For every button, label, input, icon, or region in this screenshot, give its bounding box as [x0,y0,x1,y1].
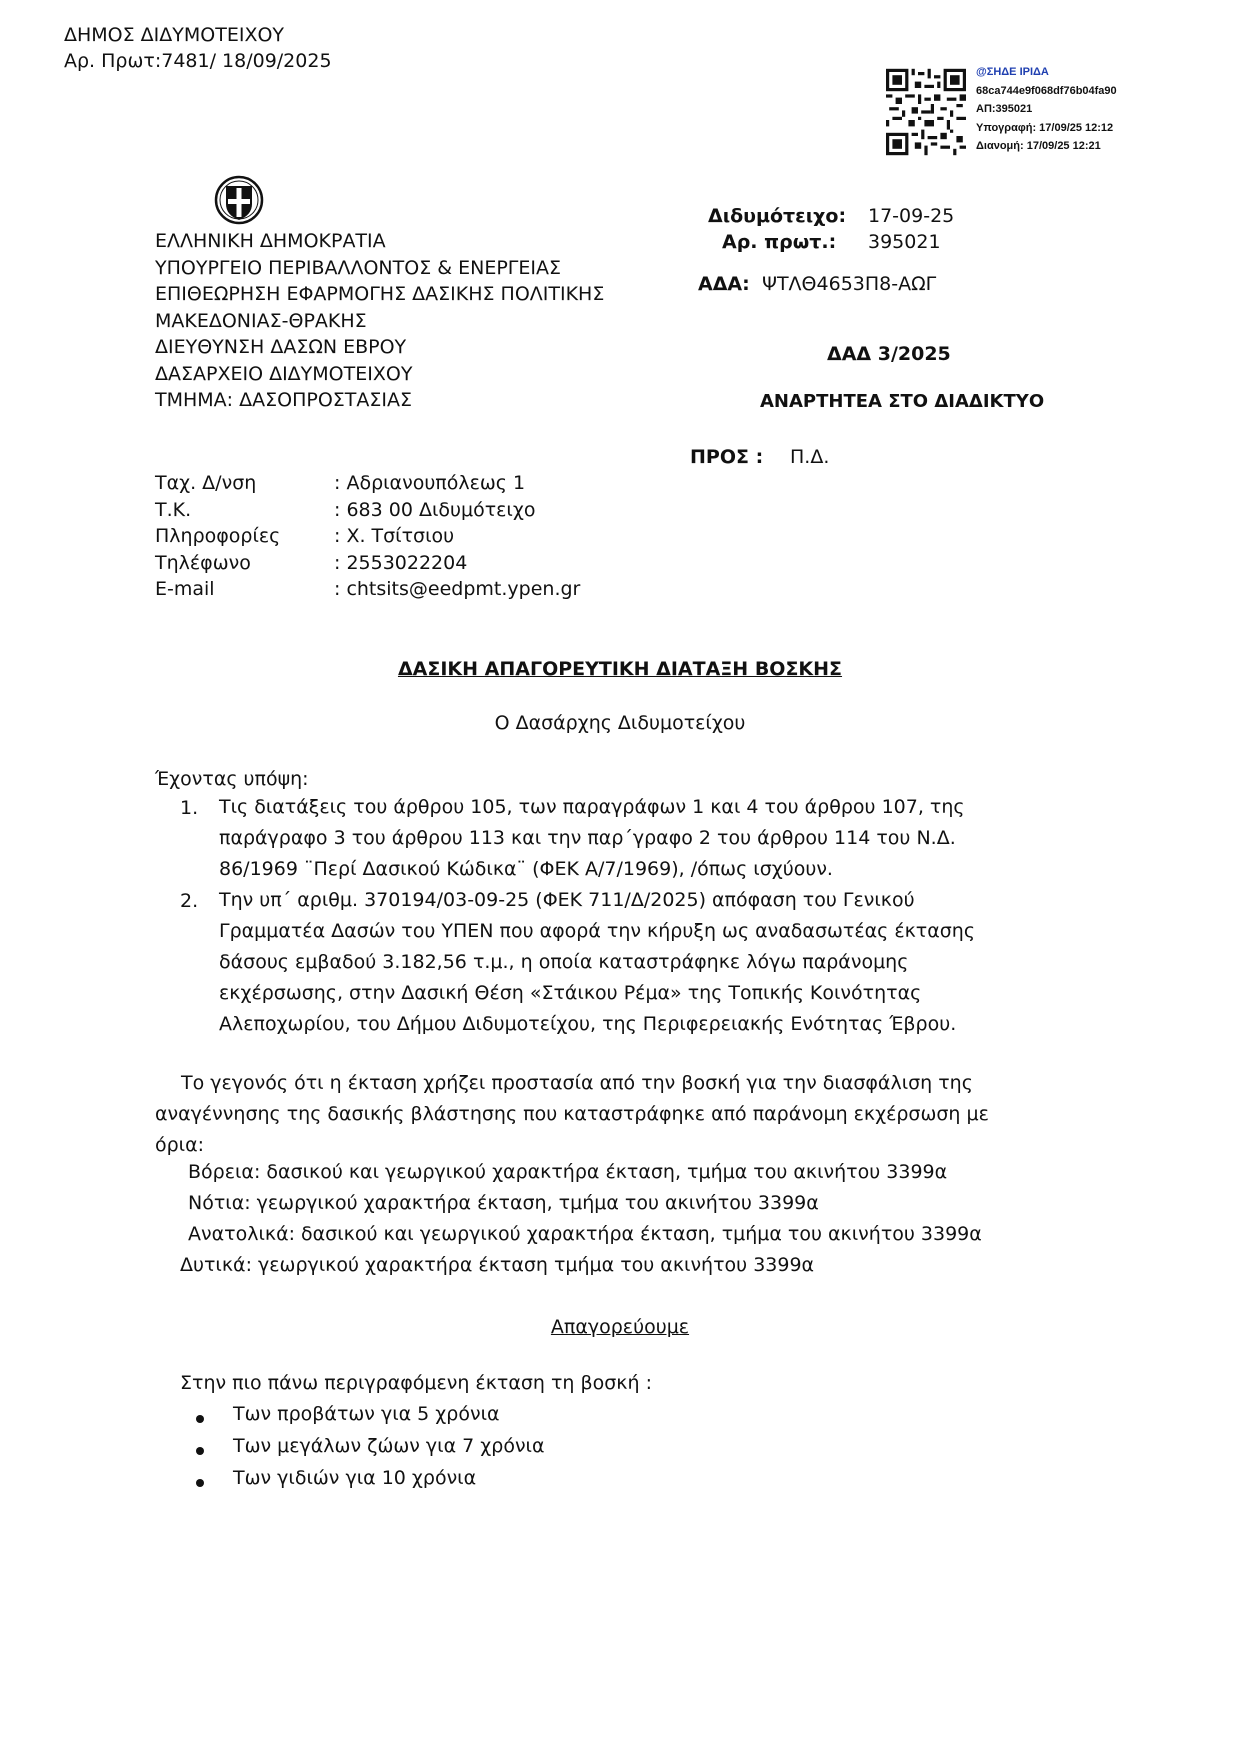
item-line: Τις διατάξεις του άρθρου 105, των παραγράφων 1 και 4 του άρθρου 107, της [219,796,965,818]
issuer-line: ΤΜΗΜΑ: ΔΑΣΟΠΡΟΣΤΑΣΙΑΣ [155,389,412,411]
bullet-icon [196,1447,204,1455]
contact-label: Τ.Κ. [155,498,192,521]
item-line: παράγραφο 3 του άρθρου 113 και την παρ΄γραφο 2 του άρθρου 114 του Ν.Δ. [219,827,956,849]
item-line: Αλεποχωρίου, του Δήμου Διδυμοτείχου, της Περιφερειακής Ενότητας Έβρου. [219,1013,957,1035]
item-line: εκχέρσωσης, στην Δασική Θέση «Στάικου Ρέμα» της Τοπικής Κοινότητας [219,982,922,1004]
contact-label: E-mail [155,578,215,600]
contact-postcode: : 683 00 Διδυμότειχο [334,498,536,521]
qr-code-icon [886,68,966,156]
item-number: 2. [180,890,199,912]
considered-item-1 [219,792,1059,885]
having-considered: Έχοντας υπόψη: [155,768,309,790]
document-author: Ο Δασάρχης Διδυμοτείχου [494,712,746,734]
stamp-municipality: ΔΗΜΟΣ ΔΙΔΥΜΟΤΕΙΧΟΥ [64,24,285,46]
contact-address: : Αδριανουπόλεως 1 [334,472,526,494]
item-line: 86/1969 ¨Περί Δασικού Κώδικα¨ (ΦΕΚ Α/7/1969), /όπως ισχύουν. [219,858,833,880]
contact-email[interactable]: : chtsits@eedpmt.ypen.gr [334,578,581,600]
iride-hash: 68ca744e9f068df76b04fa90 [976,84,1117,97]
contact-label: Ταχ. Δ/νση [155,472,257,494]
border-south: Νότια: γεωργικού χαρακτήρα έκταση, τμήμα του ακινήτου 3399α [188,1192,819,1214]
issuer-line: ΕΠΙΘΕΩΡΗΣΗ ΕΦΑΡΜΟΓΗΣ ΔΑΣΙΚΗΣ ΠΟΛΙΤΙΚΗΣ [155,283,605,305]
stamp-protocol: Αρ. Πρωτ:7481/ 18/09/2025 [64,50,332,72]
item-line: Την υπ΄ αριθμ. 370194/03-09-25 (ΦΕΚ 711/Δ/2025) απόφαση του Γενικού [219,889,915,911]
ada-value: ΨΤΛΘ4653Π8-ΑΩΓ [762,273,937,295]
contact-label: Τηλέφωνο [155,551,251,574]
issuer-line: ΔΙΕΥΘΥΝΣΗ ΔΑΣΩΝ ΕΒΡΟΥ [155,336,407,358]
contact-label: Πληροφορίες [155,525,281,547]
place-label: Διδυμότειχο: [708,205,847,227]
publish-notice: ΑΝΑΡΤΗΤΕΑ ΣΤΟ ΔΙΑΔΙΚΤΥΟ [760,391,1045,412]
issuer-line: ΥΠΟΥΡΓΕΙΟ ΠΕΡΙΒΑΛΛΟΝΤΟΣ & ΕΝΕΡΓΕΙΑΣ [155,256,561,279]
item-line: Γραμματέα Δασών του ΥΠΕΝ που αφορά την κήρυξη ως αναδασωτέας έκτασης [219,920,975,942]
list-item: Των προβάτων για 5 χρόνια [233,1403,500,1425]
prohibit-heading: Απαγορεύουμε [550,1316,690,1338]
paragraph-line: αναγέννησης της δασικής βλάστησης που καταστράφηκε από παράνομη εκχέρσωση με [155,1103,989,1125]
list-item: Των μεγάλων ζώων για 7 χρόνια [233,1435,545,1457]
bullet-icon [196,1479,204,1487]
item-line: δάσους εμβαδού 3.182,56 τ.μ., η οποία καταστράφηκε λόγω παράνομης [219,951,909,973]
item-number: 1. [180,797,199,819]
document-date: 17-09-25 [868,205,955,227]
paragraph-line: Το γεγονός ότι η έκταση χρήζει προστασία από την βοσκή για την διασφάλιση της [181,1072,973,1094]
document-title: ΔΑΣΙΚΗ ΑΠΑΓΟΡΕΥΤΙΚΗ ΔΙΑΤΑΞΗ ΒΟΣΚΗΣ [397,658,843,680]
ada-label: ΑΔΑ: [698,273,750,295]
issuer-line: ΕΛΛΗΝΙΚΗ ΔΗΜΟΚΡΑΤΙΑ [155,230,386,252]
border-north: Βόρεια: δασικού και γεωργικού χαρακτήρα έκταση, τμήμα του ακινήτου 3399α [188,1161,948,1183]
contact-phone: : 2553022204 [334,551,468,574]
municipality-stamp [64,22,332,74]
dad-number: ΔΑΔ 3/2025 [827,343,951,365]
contact-labels [155,470,280,603]
issuer-line: ΔΑΣΑΡΧΕΙΟ ΔΙΔΥΜΟΤΕΙΧΟΥ [155,362,413,385]
recipient-label: ΠΡΟΣ : [690,446,764,468]
iride-distribution: Διανομή: 17/09/25 12:21 [976,140,1101,152]
iride-signature: Υπογραφή: 17/09/25 12:12 [976,121,1114,134]
protocol-value: 395021 [868,231,941,253]
iride-signature-block [976,63,1117,156]
border-west: Δυτικά: γεωργικού χαρακτήρα έκταση τμήμα του ακινήτου 3399α [180,1254,815,1276]
paragraph-line: όρια: [155,1134,205,1156]
recipient-value: Π.Δ. [790,446,830,468]
contact-values [334,470,580,603]
border-east: Ανατολικά: δασικού και γεωργικού χαρακτήρα έκταση, τμήμα του ακινήτου 3399α [188,1223,982,1245]
list-item: Των γιδιών για 10 χρόνια [233,1467,477,1489]
greek-emblem-icon [214,175,264,225]
bullet-icon [196,1415,204,1423]
issuer-header [155,228,604,414]
prohibit-intro: Στην πιο πάνω περιγραφόμενη έκταση τη βοσκή : [180,1372,652,1394]
iride-system: @ΣΗΔΕ ΙΡΙΔΑ [976,66,1049,78]
protection-paragraph [155,1068,1059,1161]
issuer-line: ΜΑΚΕΔΟΝΙΑΣ-ΘΡΑΚΗΣ [155,309,367,332]
protocol-label: Αρ. πρωτ.: [722,231,837,253]
considered-item-2 [219,885,1059,1040]
iride-ap: ΑΠ:395021 [976,103,1033,115]
contact-info-person: : Χ. Τσίτσιου [334,525,455,547]
